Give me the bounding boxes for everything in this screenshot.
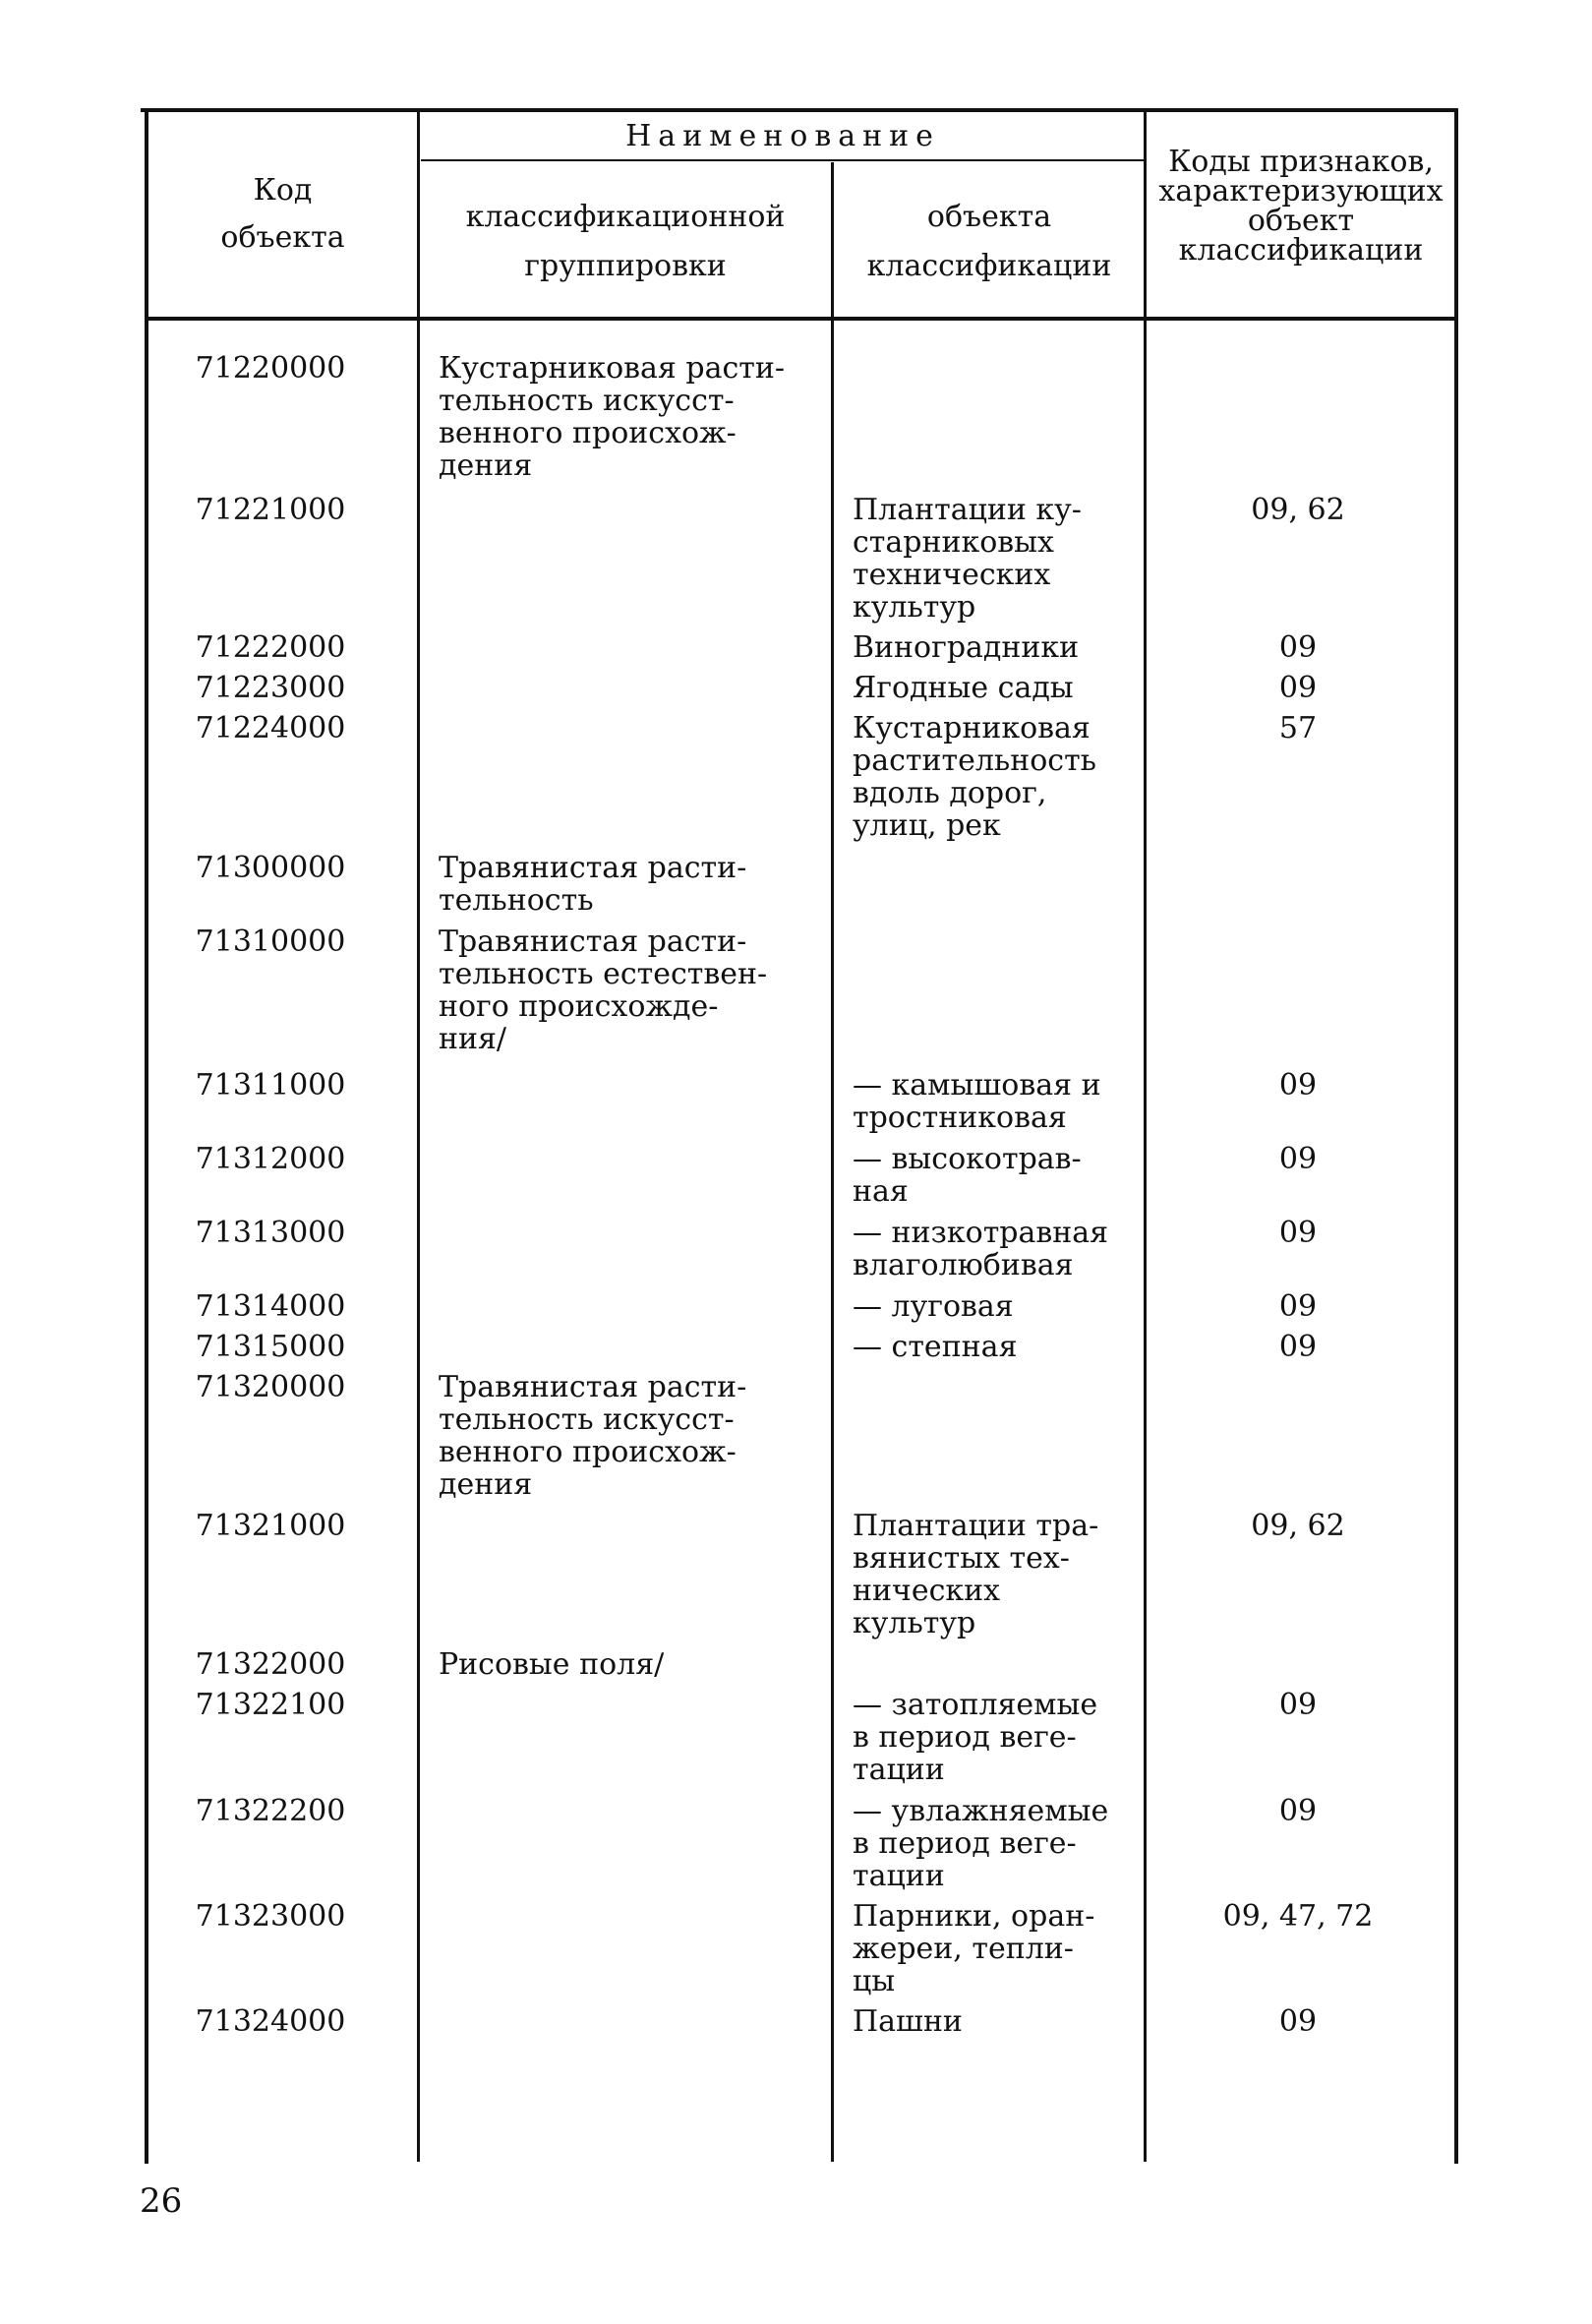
col-divider-2 xyxy=(831,162,834,2162)
row-code: 71312000 xyxy=(195,1142,346,1176)
row-attrs: 09, 47, 72 xyxy=(1222,1899,1374,1934)
row-object: — затопляемые в период веге- тации xyxy=(853,1688,1098,1787)
row-code: 71224000 xyxy=(195,711,346,745)
row-code: 71320000 xyxy=(195,1370,346,1404)
header-bottom-rule xyxy=(147,317,1458,321)
row-object: Пашни xyxy=(853,2004,963,2039)
top-rule xyxy=(141,108,1458,112)
row-attrs: 09, 62 xyxy=(1251,1509,1345,1543)
col-divider-1 xyxy=(417,110,420,2162)
header-classification-group: классификационной группировки xyxy=(465,200,786,283)
row-object: Плантации ку- старниковых технических культур xyxy=(853,493,1082,625)
row-group: Травянистая расти- тельность естествен- ного происхожде- ния/ xyxy=(439,924,768,1056)
row-attrs: 09 xyxy=(1278,1142,1318,1176)
row-code: 71310000 xyxy=(195,924,346,959)
row-object: Ягодные сады xyxy=(853,671,1074,705)
right-border xyxy=(1454,108,1458,2164)
header-code-object: Код объекта xyxy=(220,173,345,255)
row-object: — низкотравная влаголюбивая xyxy=(853,1216,1109,1282)
row-group: Рисовые поля/ xyxy=(439,1647,665,1682)
row-code: 71324000 xyxy=(195,2004,346,2039)
header-classification-object: объекта классификации xyxy=(866,200,1112,283)
row-code: 71322100 xyxy=(195,1688,346,1722)
row-group: Травянистая расти- тельность xyxy=(439,851,747,918)
row-code: 71322000 xyxy=(195,1647,346,1682)
row-group: Кустарниковая расти- тельность искусст- венного происхож- дения xyxy=(439,351,786,483)
row-object: Плантации тра- вянистых тех- нических культур xyxy=(853,1509,1099,1640)
header-attribute-codes: Коды признаков, характеризующих объект классификации xyxy=(1158,145,1444,268)
row-code: 71311000 xyxy=(195,1068,346,1102)
row-code: 71222000 xyxy=(195,630,346,665)
row-code: 71220000 xyxy=(195,351,346,386)
row-code: 71314000 xyxy=(195,1289,346,1324)
row-object: — камышовая и тростниковая xyxy=(853,1068,1101,1135)
row-object: Виноградники xyxy=(853,630,1080,665)
row-code: 71223000 xyxy=(195,671,346,705)
col-divider-3 xyxy=(1144,110,1147,2162)
row-attrs: 09 xyxy=(1278,1794,1318,1828)
row-object: Парники, оран- жереи, тепли- цы xyxy=(853,1899,1095,1998)
row-object: — высокотрав- ная xyxy=(853,1142,1082,1209)
row-attrs: 09 xyxy=(1278,671,1318,705)
row-attrs: 09 xyxy=(1278,1216,1318,1250)
row-attrs: 09 xyxy=(1278,630,1318,665)
row-object: — увлажняемые в период веге- тации xyxy=(853,1794,1109,1893)
row-attrs: 09 xyxy=(1278,1330,1318,1364)
row-code: 71313000 xyxy=(195,1216,346,1250)
header-name-span: Наименование xyxy=(625,119,940,153)
row-attrs: 57 xyxy=(1278,711,1318,745)
row-attrs: 09 xyxy=(1278,1289,1318,1324)
page-number: 26 xyxy=(140,2181,183,2221)
row-code: 71322200 xyxy=(195,1794,346,1828)
row-object: Кустарниковая растительность вдоль дорог, улиц, рек xyxy=(853,711,1097,843)
row-attrs: 09, 62 xyxy=(1251,493,1345,527)
row-group: Травянистая расти- тельность искусст- венного происхож- дения xyxy=(439,1370,747,1502)
row-object: — степная xyxy=(853,1330,1018,1364)
row-object: — луговая xyxy=(853,1289,1014,1324)
row-code: 71315000 xyxy=(195,1330,346,1364)
row-code: 71300000 xyxy=(195,851,346,885)
row-code: 71323000 xyxy=(195,1899,346,1934)
row-attrs: 09 xyxy=(1278,1068,1318,1102)
name-span-rule xyxy=(421,159,1145,161)
row-code: 71221000 xyxy=(195,493,346,527)
left-border xyxy=(145,108,148,2164)
row-code: 71321000 xyxy=(195,1509,346,1543)
row-attrs: 09 xyxy=(1278,1688,1318,1722)
row-attrs: 09 xyxy=(1278,2004,1318,2039)
